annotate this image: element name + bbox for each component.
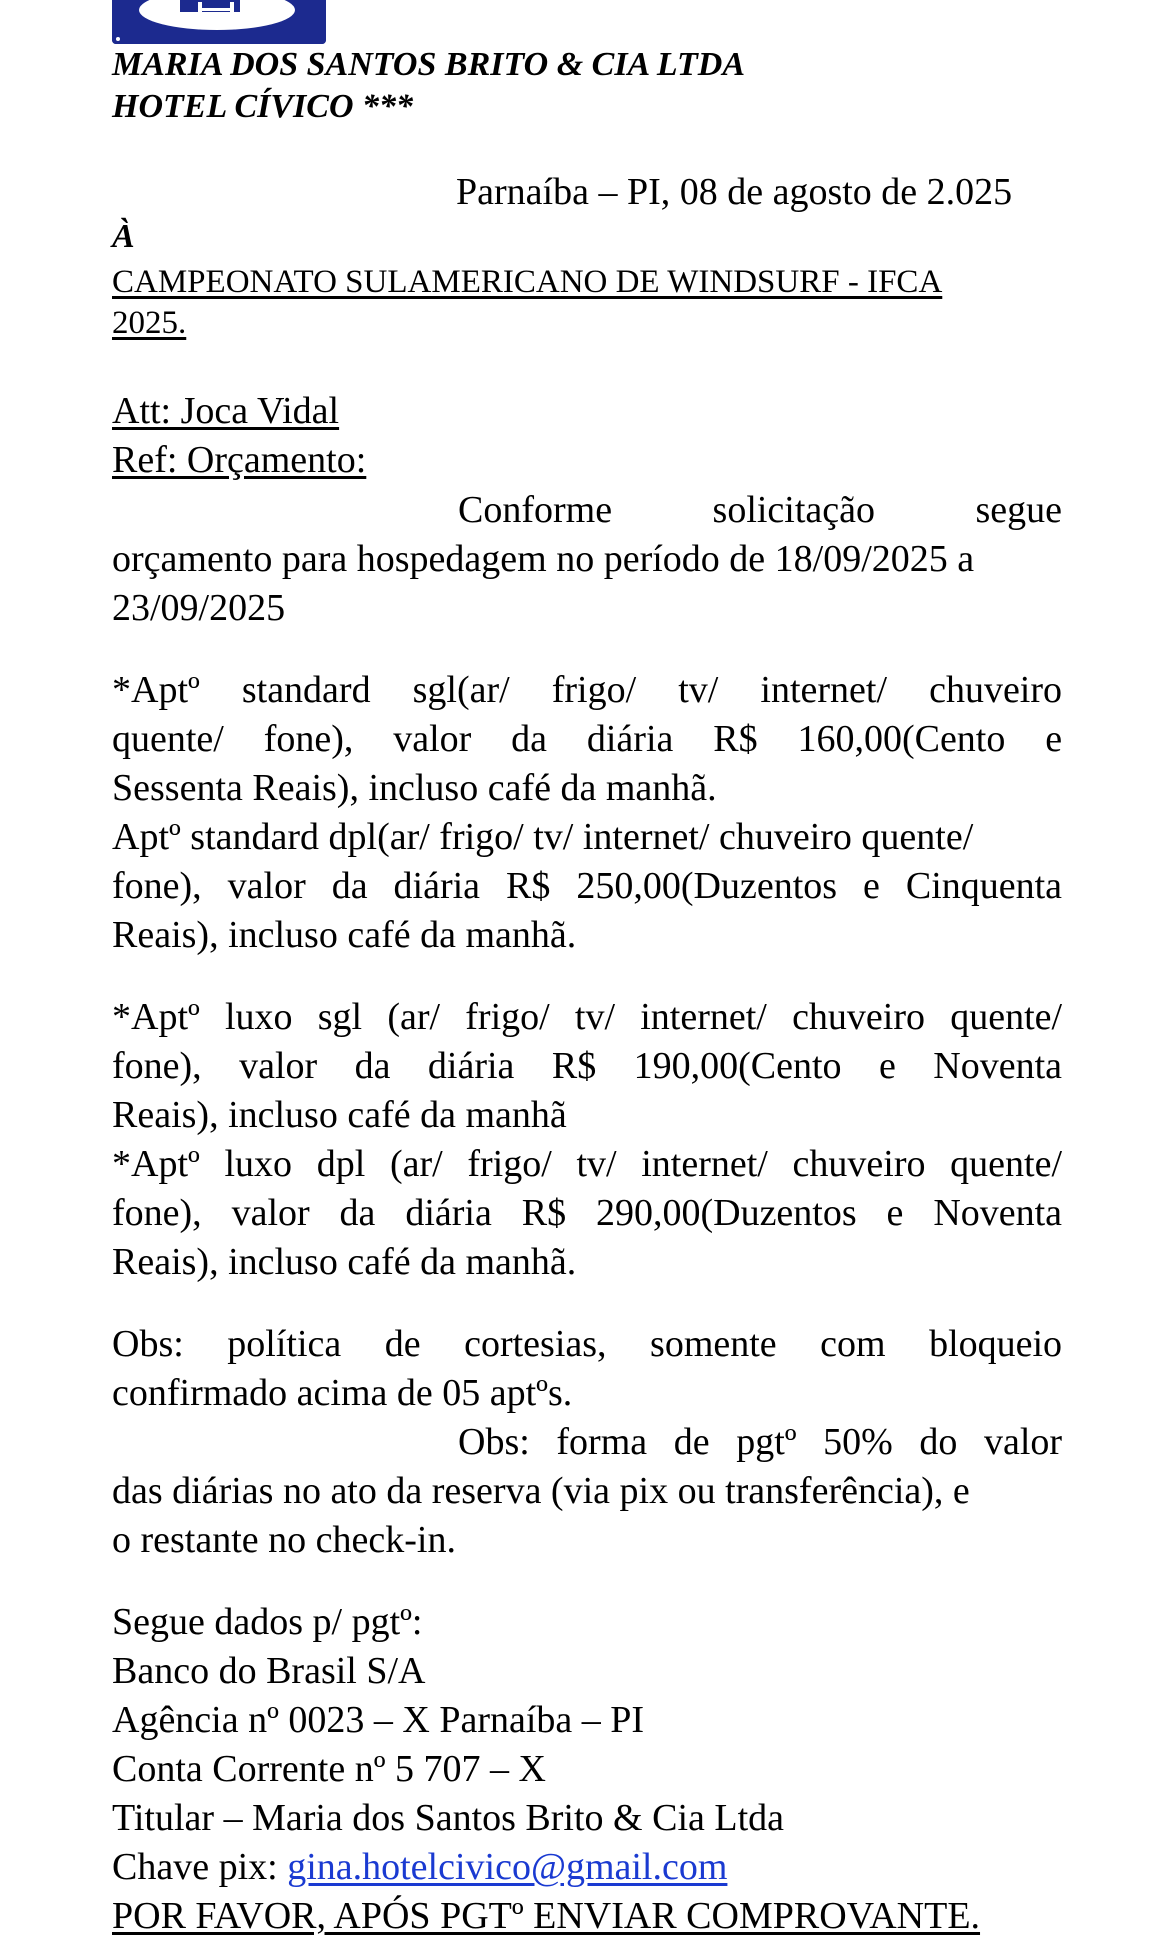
pix-line [112, 1845, 727, 1889]
payment-title: Segue dados p/ pgtº: [112, 1601, 423, 1643]
intro-line2: orçamento para hospedagem no período de 18/09/2025 a [112, 538, 975, 580]
att-line: Att: Joca Vidal [112, 390, 340, 432]
recipient-line1: CAMPEONATO SULAMERICANO DE WINDSURF - IFCA [112, 264, 943, 300]
item3-line2: fone), valor da diária R$ 190,00(Cento e Noventa [112, 1045, 1063, 1087]
hotel-logo-icon [112, 0, 326, 44]
recipient-line2: 2025. [112, 305, 187, 341]
item4-line2: fone), valor da diária R$ 290,00(Duzentos e Noventa [112, 1192, 1063, 1234]
obs2-line1: Obs: forma de pgtº 50% do valor [458, 1421, 1063, 1463]
item3-line1: *Aptº luxo sgl (ar/ frigo/ tv/ internet/ chuveiro quente/ [112, 996, 1063, 1038]
intro-line3: 23/09/2025 [112, 587, 286, 629]
bank-name: Banco do Brasil S/A [112, 1650, 426, 1692]
ref-line: Ref: Orçamento: [112, 439, 367, 481]
agency-line: Agência nº 0023 – X Parnaíba – PI [112, 1699, 645, 1741]
item3-line3: Reais), incluso café da manhã [112, 1094, 567, 1136]
place-date: Parnaíba – PI, 08 de agosto de 2.025 [456, 171, 1013, 213]
obs1-line1: Obs: política de cortesias, somente com bloqueio [112, 1323, 1063, 1365]
obs2-line2: das diárias no ato da reserva (via pix ou transferência), e [112, 1470, 970, 1512]
salutation: À [112, 218, 135, 255]
closing-line: POR FAVOR, APÓS PGTº ENVIAR COMPROVANTE. [112, 1895, 981, 1937]
account-line: Conta Corrente nº 5 707 – X [112, 1748, 546, 1790]
item1-line1: *Aptº standard sgl(ar/ frigo/ tv/ internet/ chuveiro [112, 669, 1063, 711]
hotel-name: HOTEL CÍVICO *** [112, 88, 414, 125]
item4-line3: Reais), incluso café da manhã. [112, 1241, 577, 1283]
intro-line1: Conforme solicitação segue [458, 489, 1062, 531]
item2-line3: Reais), incluso café da manhã. [112, 914, 577, 956]
pix-email-link[interactable]: gina.hotelcivico@gmail.com [287, 1846, 728, 1888]
obs2-line3: o restante no check-in. [112, 1519, 456, 1561]
company-name: MARIA DOS SANTOS BRITO & CIA LTDA [112, 46, 746, 83]
pix-label: Chave pix: [112, 1846, 288, 1888]
obs1-line2: confirmado acima de 05 aptºs. [112, 1372, 573, 1414]
item1-line2: quente/ fone), valor da diária R$ 160,00(Cento e [112, 718, 1063, 760]
item2-line1: Aptº standard dpl(ar/ frigo/ tv/ internet/ chuveiro quente/ [112, 816, 974, 858]
holder-line: Titular – Maria dos Santos Brito & Cia Ltda [112, 1797, 785, 1839]
item1-line3: Sessenta Reais), incluso café da manhã. [112, 767, 717, 809]
item2-line2: fone), valor da diária R$ 250,00(Duzentos e Cinquenta [112, 865, 1063, 907]
item4-line1: *Aptº luxo dpl (ar/ frigo/ tv/ internet/ chuveiro quente/ [112, 1143, 1063, 1185]
